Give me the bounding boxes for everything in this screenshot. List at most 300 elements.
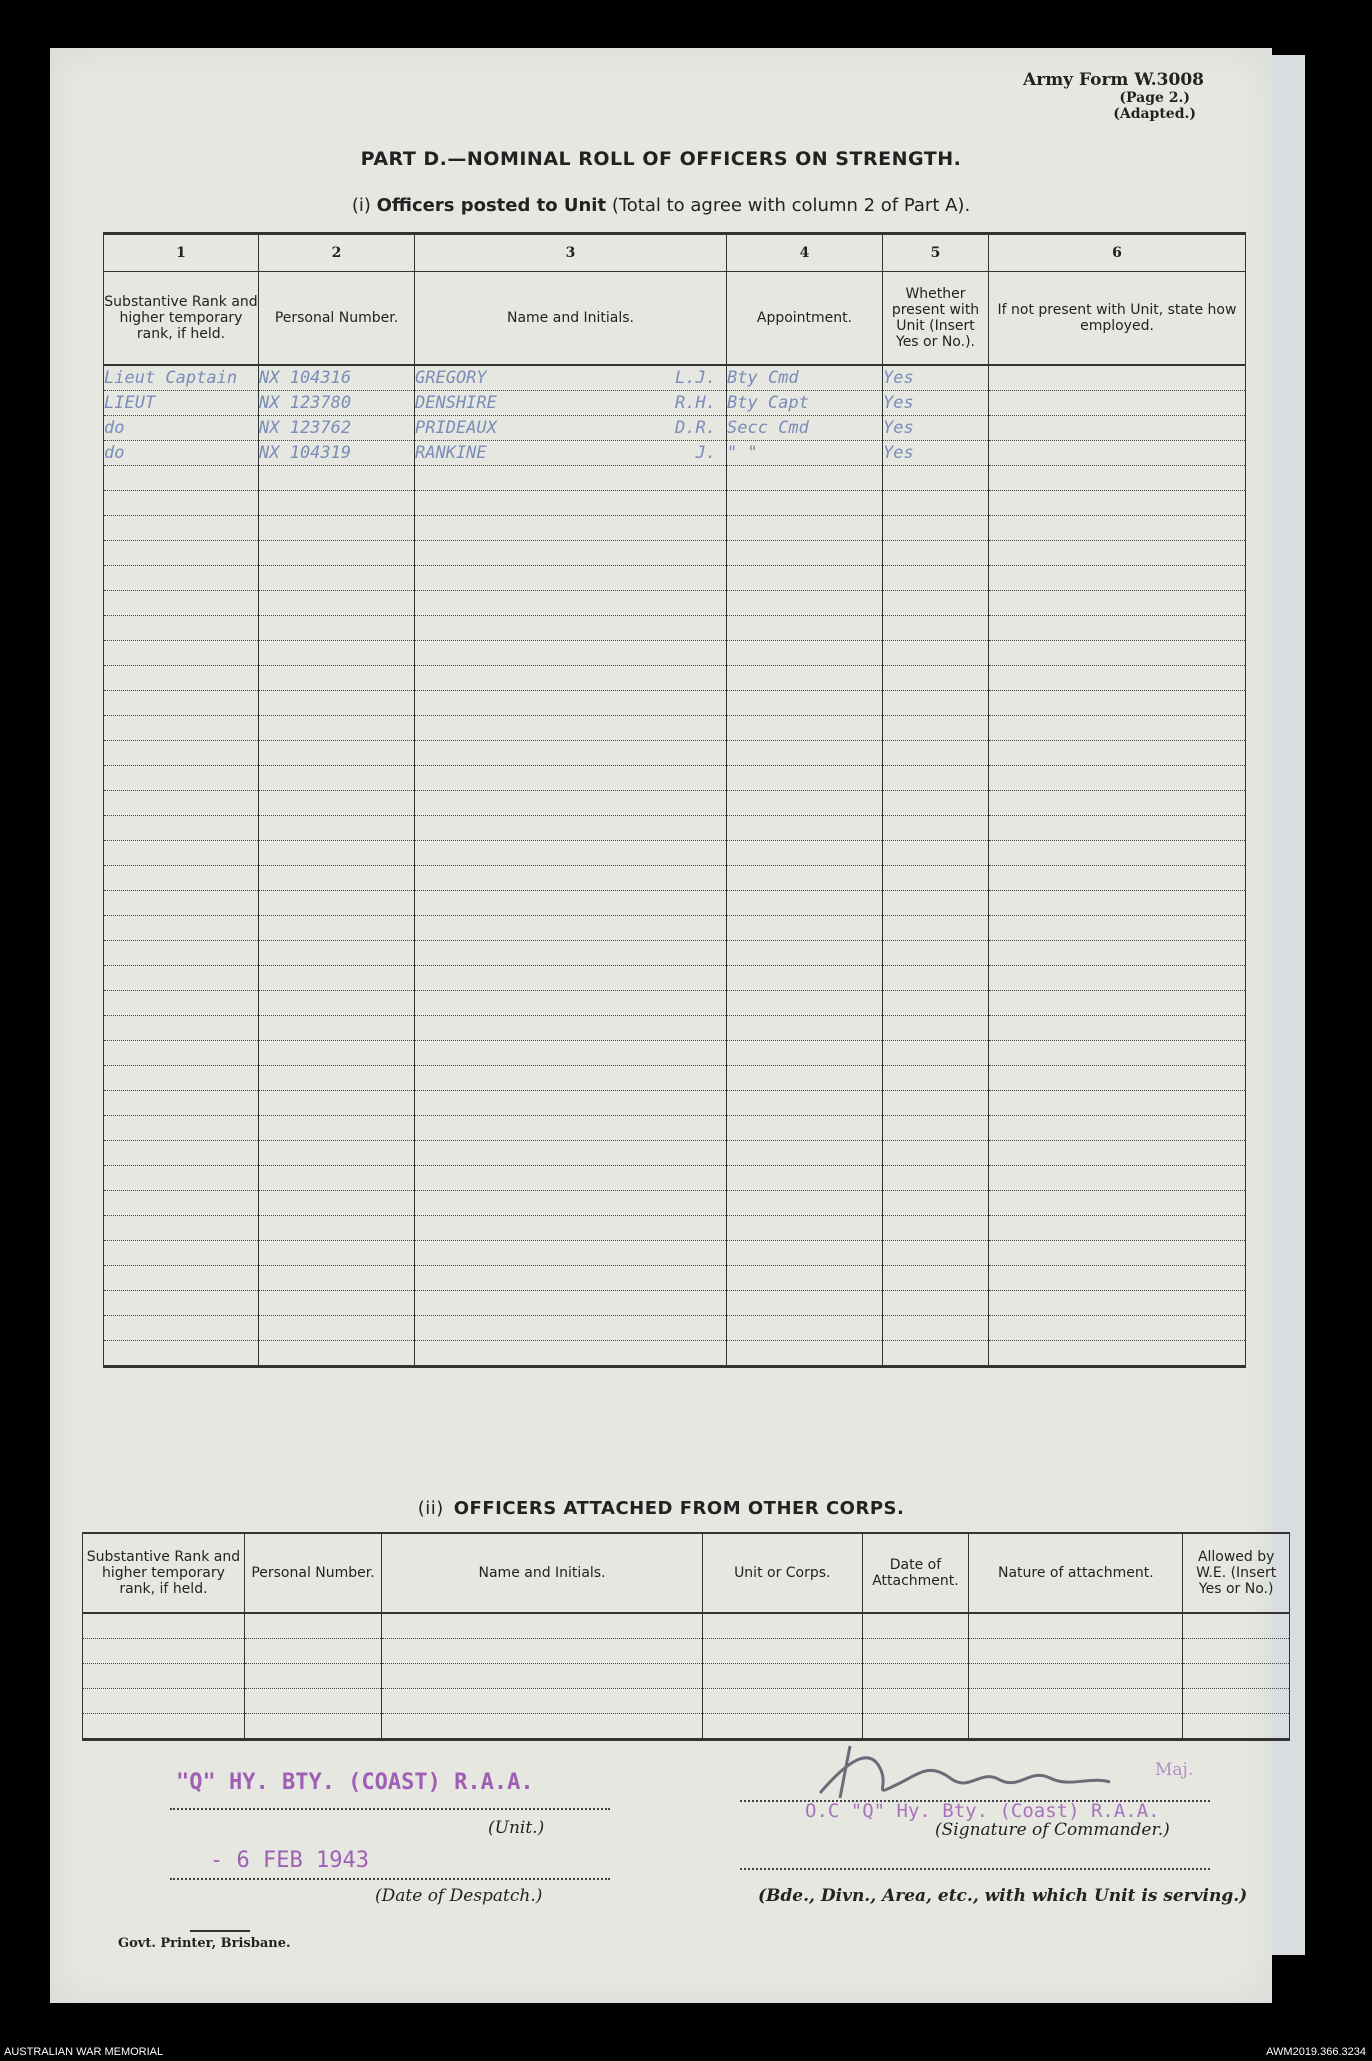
table-cell-allowed — [1183, 1664, 1290, 1689]
table-cell-name — [415, 1016, 727, 1041]
table-cell-employed — [989, 866, 1246, 891]
table-row — [104, 566, 1246, 591]
printer-imprint: Govt. Printer, Brisbane. — [118, 1936, 291, 1951]
table-cell-present — [883, 566, 989, 591]
table-cell-employed — [989, 541, 1246, 566]
table-cell-name — [415, 816, 727, 841]
table-row — [104, 591, 1246, 616]
table-cell-present: Yes — [883, 365, 989, 391]
table-cell-present: Yes — [883, 416, 989, 441]
table-cell-nature — [969, 1689, 1183, 1714]
table-cell-unit-corps — [702, 1714, 862, 1740]
table-row — [104, 891, 1246, 916]
signature-caption: (Signature of Commander.) — [935, 1820, 1170, 1840]
table-cell-date-attachment — [862, 1714, 969, 1740]
table-row — [104, 691, 1246, 716]
table-cell-appointment: " " — [727, 441, 883, 466]
table-cell-employed — [989, 1291, 1246, 1316]
table-row — [104, 1141, 1246, 1166]
table-row — [104, 1191, 1246, 1216]
table-cell-present — [883, 516, 989, 541]
table-cell-name — [415, 666, 727, 691]
table-cell-rank — [104, 1041, 259, 1066]
table-row — [104, 466, 1246, 491]
table-cell-name — [415, 1216, 727, 1241]
form-page — [50, 48, 1277, 2003]
table-cell-name — [415, 566, 727, 591]
table-cell-appointment — [727, 841, 883, 866]
table-cell-employed — [989, 416, 1246, 441]
table-cell-number: NX 123762 — [259, 416, 415, 441]
table-cell-rank — [104, 941, 259, 966]
table-cell-number — [244, 1639, 381, 1664]
table-cell-unit-corps — [702, 1613, 862, 1639]
table-cell-present — [883, 641, 989, 666]
table-row — [104, 391, 1246, 416]
section2-number: (ii) — [417, 1498, 444, 1519]
table-cell-appointment — [727, 1241, 883, 1266]
table-row — [104, 1166, 1246, 1191]
table-cell-nature — [969, 1714, 1183, 1740]
table-cell-number — [259, 591, 415, 616]
table-cell-rank — [104, 816, 259, 841]
table-cell-present — [883, 466, 989, 491]
archive-credit: AUSTRALIAN WAR MEMORIAL — [4, 2046, 164, 2058]
table-cell-appointment: Bty Capt — [727, 391, 883, 416]
table-cell-employed — [989, 1091, 1246, 1116]
table-cell-date-attachment — [862, 1664, 969, 1689]
table-cell-name — [415, 1341, 727, 1367]
table-cell-appointment: Bty Cmd — [727, 365, 883, 391]
officer-name: RANKINE — [415, 443, 487, 463]
table-cell-name — [415, 466, 727, 491]
table-cell-present — [883, 916, 989, 941]
section2-label: OFFICERS ATTACHED FROM OTHER CORPS. — [453, 1498, 905, 1519]
table-cell-employed — [989, 1241, 1246, 1266]
table-cell-rank — [104, 616, 259, 641]
table-cell-number — [259, 1091, 415, 1116]
subtitle-rest: (Total to agree with column 2 of Part A). — [611, 195, 971, 216]
table-row — [83, 1664, 1290, 1689]
part-title: PART D.—NOMINAL ROLL OF OFFICERS ON STRENGTH. — [360, 148, 962, 170]
table-cell-name — [382, 1664, 703, 1689]
table-cell-present — [883, 1041, 989, 1066]
table-cell-appointment — [727, 591, 883, 616]
subtitle-number: (i) — [351, 195, 371, 216]
table-cell-number — [259, 891, 415, 916]
table-cell-present — [883, 816, 989, 841]
table-cell-number — [244, 1714, 381, 1740]
header-appointment: Appointment. — [727, 272, 883, 366]
table-cell-name — [415, 791, 727, 816]
table-cell-rank — [104, 1141, 259, 1166]
table-cell-rank — [104, 1241, 259, 1266]
table-row — [104, 991, 1246, 1016]
table-cell-present — [883, 1016, 989, 1041]
table-cell-rank — [104, 716, 259, 741]
table-row — [104, 365, 1246, 391]
officer-initials: L.J. — [675, 368, 716, 388]
officer-name: GREGORY — [415, 368, 487, 388]
table-cell-number — [259, 1266, 415, 1291]
table-cell-appointment — [727, 716, 883, 741]
table-row — [104, 766, 1246, 791]
table-cell-present — [883, 1291, 989, 1316]
table-cell-name — [415, 365, 727, 391]
table-cell-name — [415, 441, 727, 466]
table-cell-name — [382, 1613, 703, 1639]
table-cell-date-attachment — [862, 1689, 969, 1714]
table-cell-number — [259, 1241, 415, 1266]
table-cell-appointment — [727, 1316, 883, 1341]
table-cell-present — [883, 1266, 989, 1291]
table-cell-employed — [989, 691, 1246, 716]
header-allowed-we: Allowed by W.E. (Insert Yes or No.) — [1183, 1533, 1290, 1613]
table-cell-appointment — [727, 516, 883, 541]
table-cell-appointment — [727, 741, 883, 766]
table-cell-rank — [104, 641, 259, 666]
table-cell-employed — [989, 766, 1246, 791]
table-cell-rank: Lieut Captain — [104, 365, 259, 391]
table-cell-appointment: Secc Cmd — [727, 416, 883, 441]
table-cell-appointment — [727, 891, 883, 916]
table-cell-rank — [104, 591, 259, 616]
table-cell-present — [883, 766, 989, 791]
table-cell-rank — [104, 1166, 259, 1191]
table-cell-employed — [989, 1016, 1246, 1041]
table-cell-number — [259, 1291, 415, 1316]
form-reference — [1023, 70, 1204, 122]
header-present: Whether present with Unit (Insert Yes or No.). — [883, 272, 989, 366]
table-cell-present — [883, 891, 989, 916]
officer-initials: D.R. — [675, 418, 716, 438]
date-stamp: - 6 FEB 1943 — [210, 1848, 369, 1873]
table-cell-present — [883, 541, 989, 566]
table-row — [104, 841, 1246, 866]
table-cell-present: Yes — [883, 391, 989, 416]
table-cell-number — [259, 741, 415, 766]
table-cell-number — [259, 1316, 415, 1341]
table-cell-appointment — [727, 816, 883, 841]
table-cell-name — [415, 1291, 727, 1316]
table-cell-number — [259, 1141, 415, 1166]
column-header-row — [104, 272, 1246, 366]
table-row — [104, 1291, 1246, 1316]
table-cell-employed — [989, 1191, 1246, 1216]
table-cell-appointment — [727, 866, 883, 891]
commander-signature — [810, 1738, 1130, 1808]
table-row — [104, 541, 1246, 566]
table-row — [104, 1241, 1246, 1266]
table-row — [104, 491, 1246, 516]
table-cell-unit-corps — [702, 1664, 862, 1689]
table-cell-number: NX 104319 — [259, 441, 415, 466]
table-cell-employed — [989, 616, 1246, 641]
section-subtitle — [50, 195, 1272, 216]
table-row — [104, 866, 1246, 891]
table-row — [104, 816, 1246, 841]
table-cell-name — [415, 691, 727, 716]
table-cell-number: NX 104316 — [259, 365, 415, 391]
table-cell-number — [244, 1689, 381, 1714]
form-number: Army Form W.3008 — [1023, 70, 1204, 90]
table-row — [104, 941, 1246, 966]
table-cell-name — [415, 891, 727, 916]
section2-title — [50, 1498, 1272, 1519]
table-cell-rank — [104, 866, 259, 891]
table-row — [83, 1714, 1290, 1740]
table-cell-appointment — [727, 916, 883, 941]
table-cell-name — [415, 516, 727, 541]
table-cell-appointment — [727, 791, 883, 816]
table-cell-appointment — [727, 491, 883, 516]
bde-line — [740, 1868, 1210, 1870]
table-cell-rank — [104, 991, 259, 1016]
table-cell-number — [259, 541, 415, 566]
table-cell-employed — [989, 666, 1246, 691]
table-cell-number — [259, 691, 415, 716]
column-number-row — [104, 234, 1246, 272]
table-cell-unit-corps — [702, 1689, 862, 1714]
header-date-attachment: Date of Attachment. — [862, 1533, 969, 1613]
table-cell-rank — [104, 916, 259, 941]
officer-name: PRIDEAUX — [415, 418, 497, 438]
table-cell-employed — [989, 391, 1246, 416]
header-nature-attachment: Nature of attachment. — [969, 1533, 1183, 1613]
table-cell-employed — [989, 441, 1246, 466]
table-cell-present — [883, 841, 989, 866]
table-cell-appointment — [727, 1216, 883, 1241]
table-cell-employed — [989, 841, 1246, 866]
table-cell-rank — [104, 1341, 259, 1367]
table-row — [104, 1341, 1246, 1367]
table-cell-allowed — [1183, 1714, 1290, 1740]
table-cell-rank: do — [104, 416, 259, 441]
table-cell-number — [259, 1041, 415, 1066]
table-row — [104, 641, 1246, 666]
table-cell-employed — [989, 591, 1246, 616]
table-cell-present: Yes — [883, 441, 989, 466]
col-number: 4 — [727, 234, 883, 272]
table-cell-present — [883, 716, 989, 741]
table-cell-appointment — [727, 991, 883, 1016]
table-cell-rank — [83, 1714, 245, 1740]
table-cell-present — [883, 616, 989, 641]
table-cell-present — [883, 1216, 989, 1241]
table-cell-rank — [104, 766, 259, 791]
table-row — [104, 916, 1246, 941]
table-cell-employed — [989, 1141, 1246, 1166]
table-cell-number — [244, 1664, 381, 1689]
table-cell-name — [415, 1091, 727, 1116]
table-cell-employed — [989, 516, 1246, 541]
table-cell-name — [415, 716, 727, 741]
table-cell-employed — [989, 716, 1246, 741]
table-cell-name — [415, 491, 727, 516]
table-row — [104, 741, 1246, 766]
table-cell-rank — [104, 1316, 259, 1341]
table-row — [104, 1116, 1246, 1141]
officer-name: DENSHIRE — [415, 393, 497, 413]
table-cell-name — [415, 741, 727, 766]
table-cell-rank — [104, 466, 259, 491]
table-cell-name — [415, 1241, 727, 1266]
table-cell-name — [415, 641, 727, 666]
table-cell-present — [883, 941, 989, 966]
header-rank: Substantive Rank and higher temporary rank, if held. — [83, 1533, 245, 1613]
subtitle-bold: Officers posted to Unit — [376, 195, 607, 216]
table-cell-rank — [104, 1216, 259, 1241]
table-row — [104, 1041, 1246, 1066]
table-cell-rank — [83, 1689, 245, 1714]
table-cell-employed — [989, 1116, 1246, 1141]
table-cell-appointment — [727, 966, 883, 991]
table-cell-employed — [989, 365, 1246, 391]
table-cell-appointment — [727, 766, 883, 791]
table-cell-rank — [104, 491, 259, 516]
officer-initials: R.H. — [675, 393, 716, 413]
header-personal-number: Personal Number. — [244, 1533, 381, 1613]
table-row — [104, 441, 1246, 466]
table-cell-employed — [989, 466, 1246, 491]
table-cell-employed — [989, 1341, 1246, 1367]
table-cell-appointment — [727, 466, 883, 491]
table-cell-number — [259, 1116, 415, 1141]
table-cell-appointment — [727, 1091, 883, 1116]
table-cell-number — [259, 491, 415, 516]
table-cell-name — [415, 1166, 727, 1191]
table-cell-appointment — [727, 566, 883, 591]
table-row — [83, 1613, 1290, 1639]
table-cell-rank — [104, 966, 259, 991]
table-cell-name — [415, 866, 727, 891]
table-cell-appointment — [727, 616, 883, 641]
table-cell-present — [883, 691, 989, 716]
table-cell-name — [415, 991, 727, 1016]
table-cell-number — [259, 566, 415, 591]
table-cell-rank — [104, 1291, 259, 1316]
table-cell-name — [415, 841, 727, 866]
table-cell-number — [259, 866, 415, 891]
table-cell-appointment — [727, 641, 883, 666]
table-cell-rank — [104, 741, 259, 766]
table-cell-present — [883, 1316, 989, 1341]
table-cell-rank — [104, 566, 259, 591]
table-cell-rank — [104, 791, 259, 816]
table-cell-present — [883, 966, 989, 991]
table-cell-appointment — [727, 1166, 883, 1191]
table-cell-present — [883, 1191, 989, 1216]
table-cell-number — [259, 666, 415, 691]
table-cell-number — [259, 1216, 415, 1241]
table-row — [104, 1016, 1246, 1041]
unit-line — [170, 1808, 610, 1810]
date-line — [170, 1878, 610, 1880]
table-cell-allowed — [1183, 1689, 1290, 1714]
table-cell-rank — [83, 1613, 245, 1639]
table-cell-present — [883, 1091, 989, 1116]
unit-stamp: "Q" HY. BTY. (COAST) R.A.A. — [176, 1770, 534, 1795]
table-cell-number — [259, 716, 415, 741]
table-cell-appointment — [727, 941, 883, 966]
table-cell-number — [259, 641, 415, 666]
table-cell-present — [883, 1066, 989, 1091]
officers-attached-table — [82, 1532, 1290, 1741]
table-cell-employed — [989, 941, 1246, 966]
table-cell-rank — [104, 541, 259, 566]
table-cell-number — [259, 1166, 415, 1191]
table-cell-present — [883, 1241, 989, 1266]
table-cell-name — [415, 916, 727, 941]
table-cell-employed — [989, 1266, 1246, 1291]
table-cell-employed — [989, 1316, 1246, 1341]
col-number: 5 — [883, 234, 989, 272]
table-cell-appointment — [727, 1116, 883, 1141]
table-cell-rank — [104, 691, 259, 716]
table-cell-rank — [104, 1266, 259, 1291]
table-cell-present — [883, 591, 989, 616]
table-cell-present — [883, 1116, 989, 1141]
table-cell-employed — [989, 966, 1246, 991]
table-cell-number — [259, 516, 415, 541]
table-cell-number — [259, 1066, 415, 1091]
table-cell-name — [415, 541, 727, 566]
table-row — [83, 1639, 1290, 1664]
table-cell-employed — [989, 491, 1246, 516]
table-cell-name — [415, 391, 727, 416]
table-row — [104, 1266, 1246, 1291]
table-row — [104, 1091, 1246, 1116]
table-cell-number — [259, 466, 415, 491]
table-cell-number: NX 123780 — [259, 391, 415, 416]
table-cell-nature — [969, 1664, 1183, 1689]
table-cell-number — [259, 616, 415, 641]
table-cell-number — [259, 966, 415, 991]
table-cell-rank — [83, 1639, 245, 1664]
table-row — [104, 666, 1246, 691]
table-cell-employed — [989, 566, 1246, 591]
table-row — [104, 716, 1246, 741]
table-cell-appointment — [727, 1341, 883, 1367]
table-cell-appointment — [727, 1191, 883, 1216]
table-cell-employed — [989, 991, 1246, 1016]
header-name: Name and Initials. — [382, 1533, 703, 1613]
table-cell-employed — [989, 1041, 1246, 1066]
unit-caption: (Unit.) — [488, 1818, 545, 1838]
table-cell-number — [259, 1191, 415, 1216]
header-name: Name and Initials. — [415, 272, 727, 366]
table-cell-employed — [989, 641, 1246, 666]
table-cell-number — [259, 791, 415, 816]
table-row — [104, 1216, 1246, 1241]
table-cell-number — [259, 916, 415, 941]
table-cell-appointment — [727, 541, 883, 566]
table-cell-present — [883, 1166, 989, 1191]
table-cell-name — [415, 591, 727, 616]
officer-initials: J. — [695, 443, 716, 463]
table-cell-present — [883, 741, 989, 766]
header-unit-corps: Unit or Corps. — [702, 1533, 862, 1613]
printer-rule — [190, 1930, 250, 1932]
table-cell-date-attachment — [862, 1613, 969, 1639]
attached-header-row — [83, 1533, 1290, 1613]
table-cell-allowed — [1183, 1613, 1290, 1639]
table-cell-number — [259, 941, 415, 966]
header-employment: If not present with Unit, state how employed. — [989, 272, 1246, 366]
header-personal-number: Personal Number. — [259, 272, 415, 366]
table-cell-employed — [989, 1166, 1246, 1191]
table-cell-name — [415, 1041, 727, 1066]
